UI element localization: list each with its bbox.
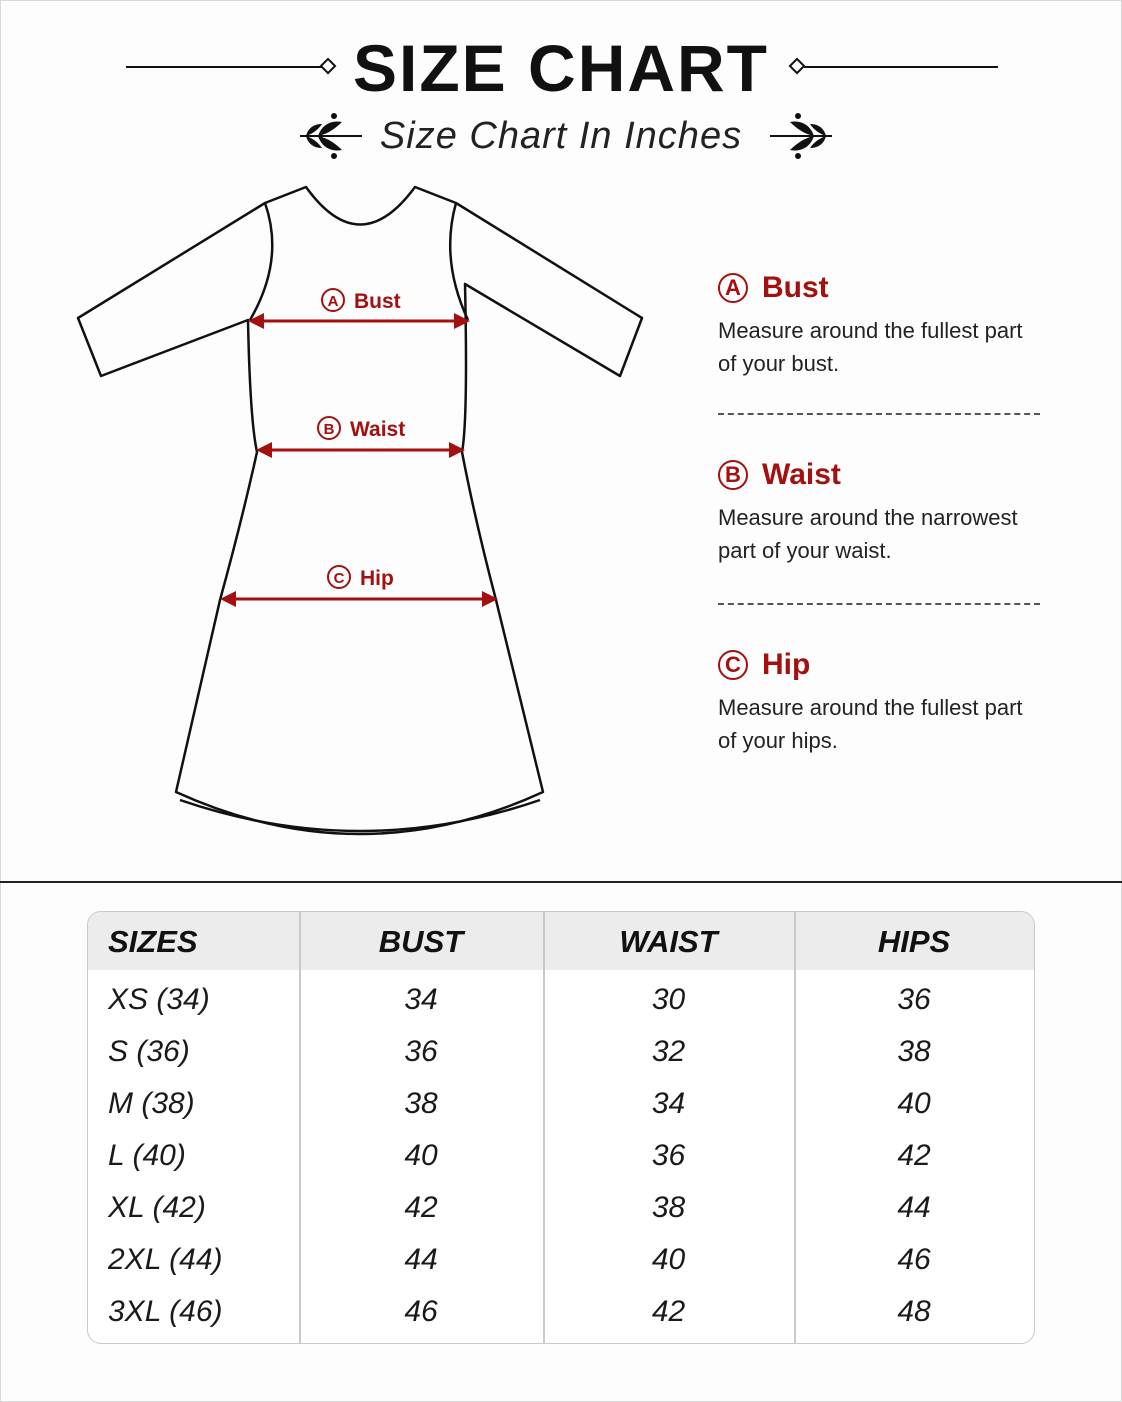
title-right-rule bbox=[790, 59, 998, 73]
cell-hips: 36 bbox=[897, 983, 931, 1016]
bust-label-letter: A bbox=[327, 293, 339, 310]
legend-bust bbox=[718, 268, 1038, 380]
legend-bust-text: Measure around the fullest part of your bust. bbox=[718, 318, 1023, 376]
cell-bust: 40 bbox=[404, 1139, 438, 1172]
bust-label bbox=[322, 289, 401, 313]
cell-size: L (40) bbox=[108, 1139, 186, 1172]
legend-hip-text: Measure around the fullest part of your hips. bbox=[718, 695, 1023, 753]
cell-waist: 30 bbox=[651, 983, 686, 1016]
cell-size: XL (42) bbox=[108, 1191, 206, 1224]
cell-hips: 46 bbox=[897, 1243, 931, 1276]
cell-size: XS (34) bbox=[108, 983, 210, 1016]
cell-bust: 38 bbox=[404, 1087, 438, 1120]
legend-waist bbox=[718, 455, 1048, 567]
legend-divider bbox=[718, 603, 1040, 605]
leaf-ornament-left-icon bbox=[300, 113, 362, 159]
cell-bust: 36 bbox=[404, 1035, 438, 1068]
hip-label bbox=[328, 566, 394, 590]
cell-bust: 46 bbox=[404, 1295, 438, 1328]
waist-label-letter: B bbox=[323, 421, 335, 438]
legend-hip bbox=[718, 645, 1038, 757]
waist-label-text: Waist bbox=[350, 418, 406, 441]
legend-hip-badge: C bbox=[718, 650, 748, 680]
cell-waist: 42 bbox=[651, 1295, 686, 1328]
cell-hips: 40 bbox=[897, 1087, 931, 1120]
dress-outline-icon bbox=[78, 187, 642, 834]
cell-waist: 38 bbox=[651, 1191, 686, 1224]
section-divider bbox=[0, 881, 1122, 883]
cell-hips: 42 bbox=[897, 1139, 931, 1172]
cell-bust: 34 bbox=[404, 983, 438, 1016]
cell-size: 3XL (46) bbox=[108, 1295, 223, 1328]
legend-waist-title: Waist bbox=[762, 458, 841, 491]
hip-arrow bbox=[220, 591, 498, 607]
legend-hip-title: Hip bbox=[762, 648, 811, 681]
cell-waist: 34 bbox=[651, 1087, 686, 1120]
bust-label-text: Bust bbox=[354, 290, 401, 313]
page-title: SIZE CHART bbox=[353, 31, 769, 105]
title-left-rule bbox=[126, 59, 335, 73]
legend-waist-badge: B bbox=[718, 460, 748, 490]
leaf-ornament-right-icon bbox=[770, 113, 832, 159]
cell-size: 2XL (44) bbox=[108, 1243, 223, 1276]
cell-bust: 42 bbox=[404, 1191, 438, 1224]
cell-waist: 32 bbox=[651, 1035, 686, 1068]
header-waist: WAIST bbox=[619, 924, 718, 959]
cell-hips: 48 bbox=[897, 1295, 931, 1328]
legend-bust-title: Bust bbox=[762, 271, 829, 304]
hip-label-letter: C bbox=[333, 570, 345, 587]
legend-bust-badge: A bbox=[718, 273, 748, 303]
cell-size: S (36) bbox=[108, 1035, 190, 1068]
header-hips: HIPS bbox=[877, 924, 951, 959]
legend-waist-text: Measure around the narrowest part of your waist. bbox=[718, 505, 1018, 563]
legend-divider bbox=[718, 413, 1040, 415]
header-sizes: SIZES bbox=[108, 924, 198, 959]
cell-waist: 36 bbox=[651, 1139, 686, 1172]
cell-size: M (38) bbox=[108, 1087, 195, 1120]
page-subtitle: Size Chart In Inches bbox=[379, 115, 743, 157]
cell-hips: 44 bbox=[897, 1191, 931, 1224]
header-bust: BUST bbox=[378, 924, 464, 959]
waist-label bbox=[318, 417, 405, 441]
size-table bbox=[87, 911, 1035, 1344]
cell-waist: 40 bbox=[651, 1243, 686, 1276]
hip-label-text: Hip bbox=[360, 567, 394, 590]
waist-arrow bbox=[256, 442, 465, 458]
cell-hips: 38 bbox=[897, 1035, 931, 1068]
bust-arrow bbox=[248, 313, 470, 329]
cell-bust: 44 bbox=[404, 1243, 438, 1276]
